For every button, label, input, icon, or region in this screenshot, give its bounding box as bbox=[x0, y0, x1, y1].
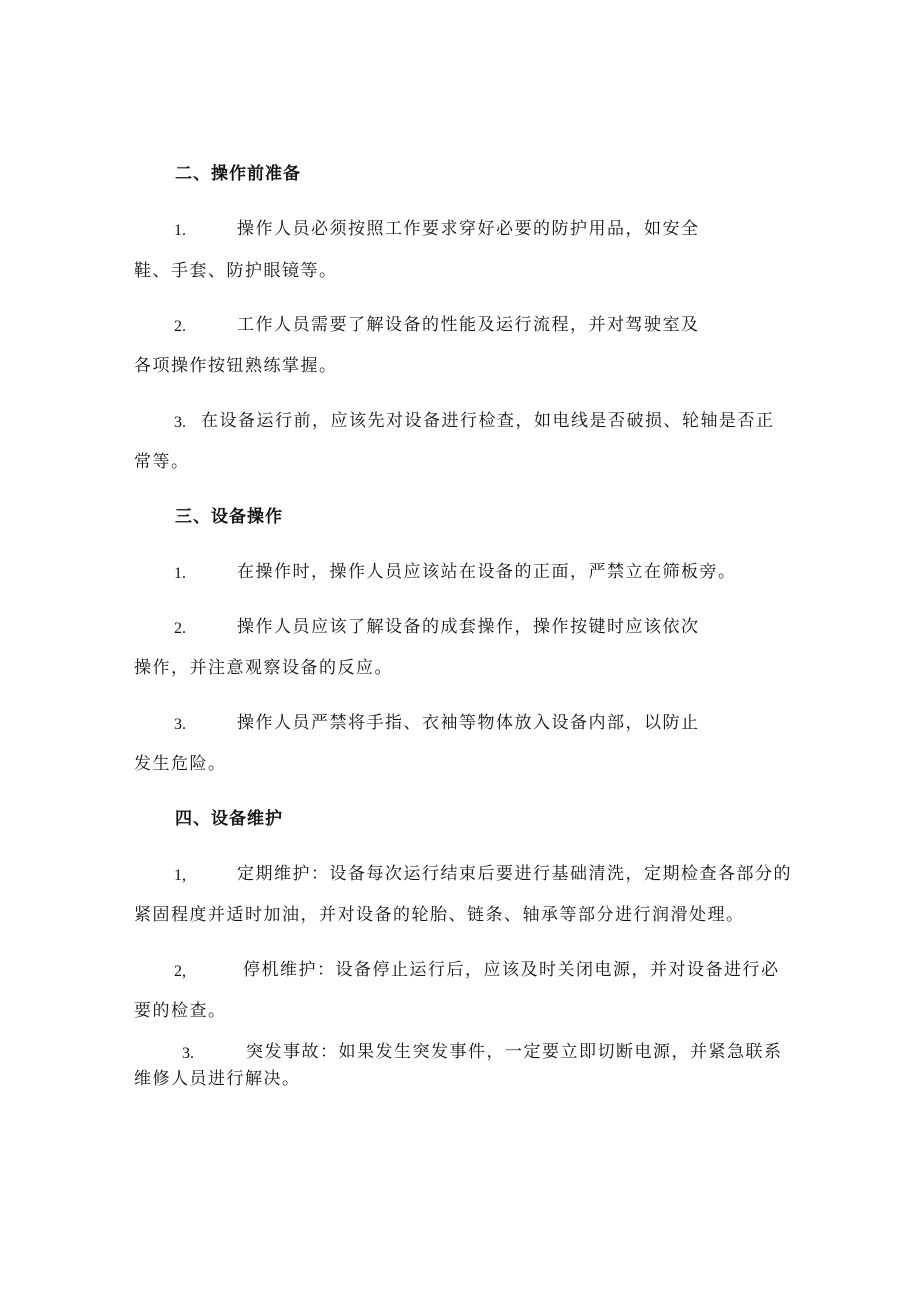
section-heading: 二、操作前准备 bbox=[175, 164, 301, 184]
item-number: 1, bbox=[174, 867, 186, 884]
item-number: 3. bbox=[174, 716, 186, 733]
item-text-continued: 各项操作按钮熟练掌握。 bbox=[134, 356, 338, 376]
item-text: 突发事故：如果发生突发事件，一定要立即切断电源，并紧急联系 bbox=[246, 1042, 783, 1062]
item-number: 3. bbox=[182, 1045, 194, 1062]
item-text: 操作人员应该了解设备的成套操作，操作按键时应该依次 bbox=[237, 617, 700, 637]
section-heading: 四、设备维护 bbox=[175, 809, 283, 829]
item-number: 3. bbox=[174, 414, 186, 431]
section-heading: 三、设备操作 bbox=[175, 507, 283, 527]
item-text: 定期维护：设备每次运行结束后要进行基础清洗，定期检查各部分的 bbox=[237, 864, 792, 884]
item-text: 停机维护：设备停止运行后，应该及时关闭电源，并对设备进行必 bbox=[243, 960, 780, 980]
item-number: 2. bbox=[174, 620, 186, 637]
item-text-continued: 要的检查。 bbox=[134, 1001, 227, 1021]
item-number: 1. bbox=[174, 222, 186, 239]
item-text: 操作人员严禁将手指、衣袖等物体放入设备内部，以防止 bbox=[237, 713, 700, 733]
item-text-continued: 操作，并注意观察设备的反应。 bbox=[134, 658, 393, 678]
item-text: 在操作时，操作人员应该站在设备的正面，严禁立在筛板旁。 bbox=[237, 562, 737, 582]
item-text: 在设备运行前，应该先对设备进行检查，如电线是否破损、轮轴是否正 bbox=[201, 411, 775, 431]
item-number: 1. bbox=[174, 565, 186, 582]
item-text-continued: 紧固程度并适时加油，并对设备的轮胎、链条、轴承等部分进行润滑处理。 bbox=[134, 905, 745, 925]
item-text: 操作人员必须按照工作要求穿好必要的防护用品，如安全 bbox=[237, 219, 700, 239]
item-text-continued: 发生危险。 bbox=[134, 754, 227, 774]
item-number: 2, bbox=[174, 963, 186, 980]
item-text-continued: 鞋、手套、防护眼镜等。 bbox=[134, 261, 338, 281]
item-text-continued: 维修人员进行解决。 bbox=[134, 1069, 301, 1089]
item-text-continued: 常等。 bbox=[134, 452, 190, 472]
item-text: 工作人员需要了解设备的性能及运行流程，并对驾驶室及 bbox=[237, 315, 700, 335]
item-number: 2. bbox=[174, 318, 186, 335]
